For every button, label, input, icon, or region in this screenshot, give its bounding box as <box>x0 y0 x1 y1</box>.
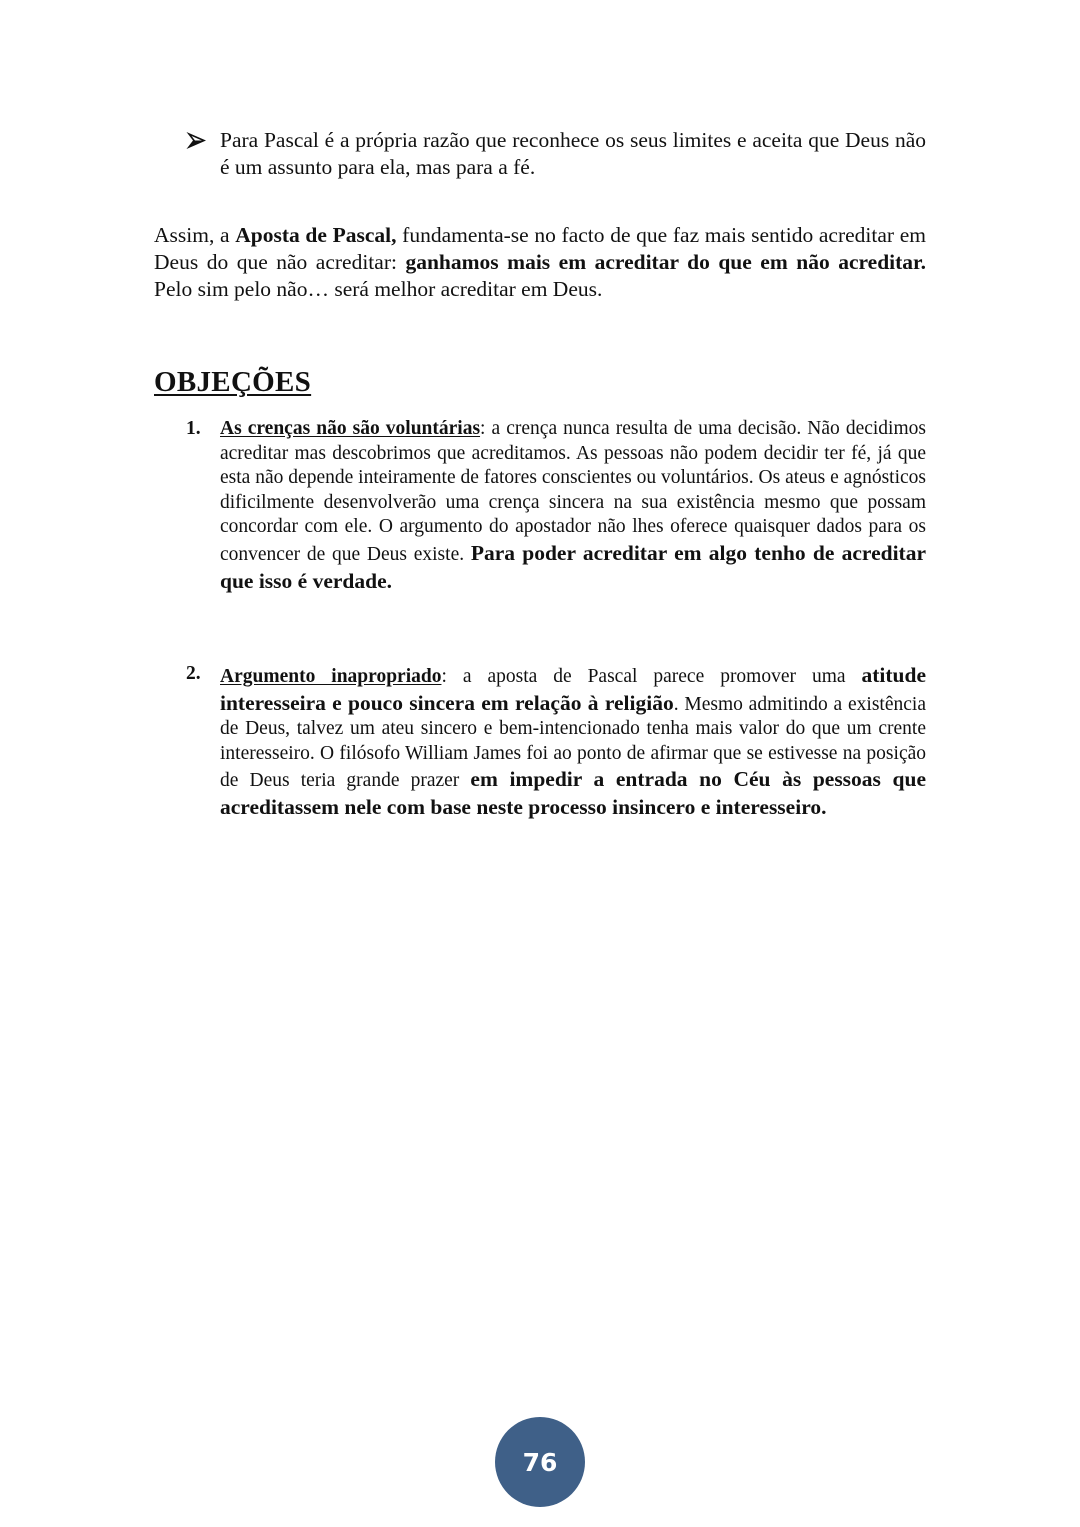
aposta-paragraph <box>154 222 926 303</box>
objection-body <box>220 662 926 822</box>
paragraph-text: Assim, a <box>154 223 236 247</box>
objection-bold-text: atitude interesseira e pouco sincera em relação à religião <box>220 663 926 715</box>
objection-title: As crenças não são voluntárias <box>220 418 481 439</box>
objection-text: : a aposta de Pascal parece promover uma <box>441 666 862 687</box>
bullet-text: Para Pascal é a própria razão que reconhece os seus limites e aceita que Deus não é um assunto para ela, mas para a fé. <box>220 128 926 179</box>
paragraph-text: Pelo sim pelo não… será melhor acreditar em Deus. <box>154 277 603 301</box>
paragraph-bold-term: Aposta de Pascal, <box>235 223 397 247</box>
objection-item <box>186 417 926 595</box>
objection-bold-text: em impedir a entrada no Céu às pessoas que acreditassem nele com base neste processo insincero e interesseiro. <box>220 767 926 819</box>
objection-item <box>186 662 926 822</box>
objection-body <box>220 417 926 595</box>
page-number: 76 <box>522 1447 558 1477</box>
objection-text: : a crença nunca resulta de uma decisão. Não decidimos acreditar mas descobrimos que acreditamos. As pessoas não podem decidir ter fé, já que esta não depende inteiramente de fatores conscientes ou voluntários. Os ateus e agnósticos dificilmente desenvolverão uma crença sincera na sua existência mesmo que possam concordar com ele. O argumento do apostador não lhes oferece quaisquer dados para os convencer de que Deus existe. <box>220 418 926 565</box>
page-number-badge <box>495 1417 585 1507</box>
objection-text: . Mesmo admitindo a existência de Deus, talvez um ateu sincero e bem-intencionado tenha mais valor do que um crente interesseiro. O filósofo William James foi ao ponto de afirmar que se estivesse na posição de Deus teria grande prazer <box>220 693 926 792</box>
paragraph-bold-conclusion: ganhamos mais em acreditar do que em não acreditar. <box>405 250 926 274</box>
objection-title: Argumento inapropriado <box>220 666 442 687</box>
section-heading: OBJEÇÕES <box>154 366 312 398</box>
bullet-item <box>186 127 926 181</box>
arrowhead-bullet-icon <box>186 127 208 154</box>
objection-number: 1. <box>186 418 201 439</box>
paragraph-text: fundamenta-se no facto de que faz mais sentido acreditar em Deus do que não acreditar: <box>154 223 926 274</box>
objection-bold-text: Para poder acreditar em algo tenho de acreditar que isso é verdade. <box>220 540 927 593</box>
objection-number: 2. <box>186 663 201 684</box>
